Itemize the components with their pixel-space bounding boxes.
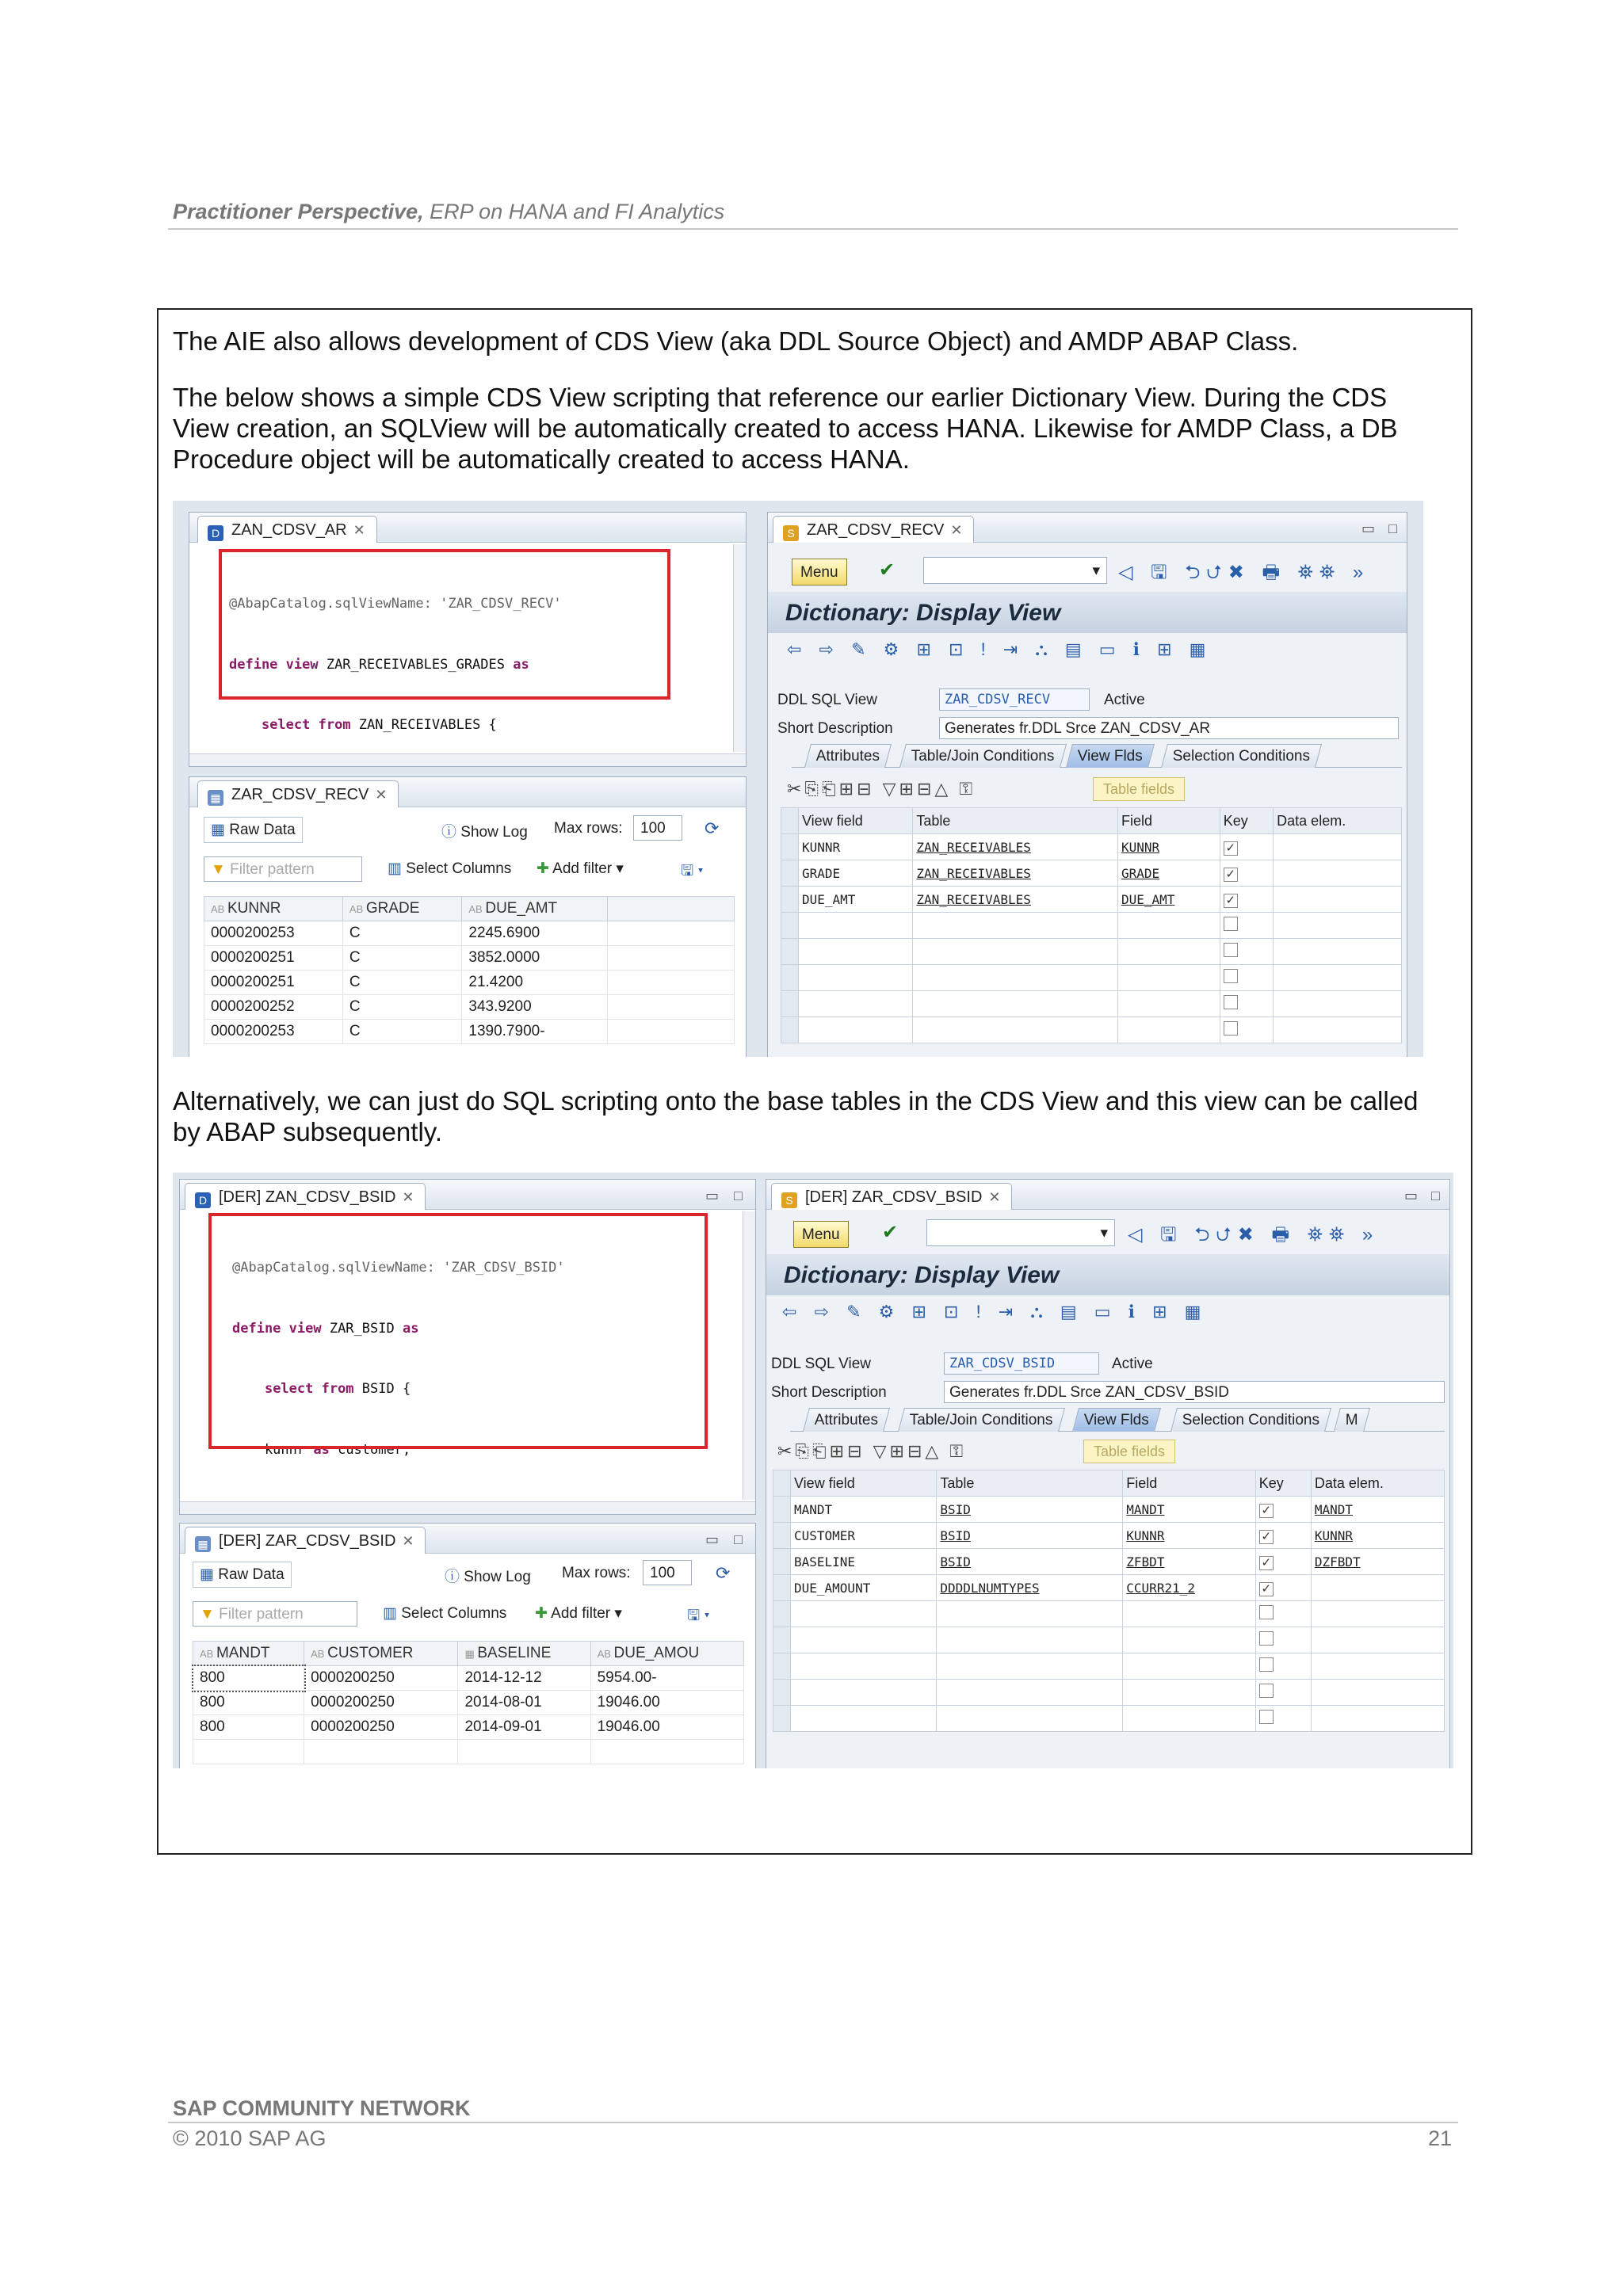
data-preview-pane	[179, 1523, 756, 1768]
show-log-button[interactable]	[441, 820, 528, 841]
tab-table-join-conditions[interactable]: Table/Join Conditions	[898, 1408, 1065, 1432]
editor-tab[interactable]	[197, 516, 377, 543]
column-header: Data elem.	[1274, 808, 1402, 834]
view-fields-table	[773, 1470, 1445, 1732]
status-label: Active	[1104, 692, 1145, 708]
dictionary-pane	[766, 1179, 1450, 1768]
column-header: Field	[1117, 808, 1220, 834]
key-checkbox[interactable]: ✓	[1224, 868, 1238, 882]
table-toolbar-icons[interactable]: ✂⎘⎗⊞⊟ ▽⊞⊟△ ⚿	[787, 779, 976, 799]
table-row[interactable]: GRADE ZAN_RECEIVABLES GRADE ✓	[781, 860, 1402, 887]
header-bold: Practitioner Perspective,	[173, 200, 424, 223]
dictionary-tabbar	[766, 1180, 1449, 1210]
max-rows-label: Max rows:	[562, 1565, 631, 1581]
table-row[interactable]: MANDT BSID MANDT ✓ MANDT	[773, 1497, 1445, 1523]
dictionary-tabbar	[768, 513, 1407, 543]
data-preview-tab[interactable]	[185, 1527, 426, 1554]
highlight-box	[219, 549, 670, 700]
command-field[interactable]: ▾	[926, 1219, 1115, 1246]
editor-pane	[189, 512, 747, 767]
minimize-icon[interactable]: ▭	[705, 1188, 719, 1203]
table-row[interactable]	[781, 1017, 1402, 1043]
max-rows-input[interactable]: 100	[633, 815, 682, 841]
key-checkbox[interactable]	[1259, 1631, 1274, 1646]
funnel-icon: ▼	[211, 861, 231, 878]
screenshot-2	[173, 1173, 1453, 1768]
table-fields-button[interactable]: Table fields	[1083, 1440, 1175, 1463]
add-filter-label: Add filter	[551, 1605, 611, 1622]
column-header[interactable]: AB DUE_AMOU	[590, 1642, 743, 1666]
data-preview-tab[interactable]	[197, 780, 399, 807]
filter-pattern-input[interactable]	[204, 856, 362, 882]
table-row[interactable]: KUNNR ZAN_RECEIVABLES KUNNR ✓	[781, 834, 1402, 860]
view-subtabs	[790, 1408, 1445, 1432]
key-checkbox[interactable]	[1224, 969, 1238, 983]
tab-more[interactable]: M	[1334, 1408, 1370, 1432]
tab-view-fields[interactable]: View Flds	[1072, 1408, 1161, 1432]
editor-pane	[179, 1179, 756, 1515]
editor-tab-label: ZAN_CDSV_AR	[231, 521, 347, 539]
table-row[interactable]	[773, 1627, 1445, 1653]
vertical-scrollbar[interactable]	[743, 1211, 755, 1500]
table-row[interactable]	[781, 913, 1402, 939]
highlight-box	[208, 1213, 708, 1449]
column-header: Table	[937, 1470, 1123, 1497]
data-preview-tabbar	[180, 1524, 755, 1554]
status-label: Active	[1112, 1356, 1153, 1372]
column-header: Key	[1220, 808, 1273, 834]
column-header: Key	[1255, 1470, 1311, 1497]
column-header: View field	[799, 808, 913, 834]
table-header-row	[781, 808, 1402, 834]
columns-icon: ▥	[388, 860, 407, 877]
application-toolbar-icons[interactable]: ⇦ ⇨ ✎ ⚙ ⊞ ⊡ ! ⇥ ⛬ ▤ ▭ ℹ ⊞ ▦	[782, 1302, 1208, 1322]
page-number: 21	[1428, 2126, 1453, 2150]
maximize-icon[interactable]: □	[1388, 521, 1397, 536]
cds-description-paragraph: The below shows a simple CDS View scripting that reference our earlier Dictionary View. During the CDS View creation, an SQLView will be automatically created to access HANA. Likewise for AMDP Class, a DB Procedure object will be automatically created to access HANA.	[173, 383, 1398, 474]
table-row[interactable]: 0000200252 C 343.9200	[204, 995, 735, 1020]
table-header-row	[204, 897, 735, 921]
short-description-field[interactable]: Generates fr.DDL Srce ZAN_CDSV_AR	[939, 717, 1399, 739]
short-description-field[interactable]: Generates fr.DDL Srce ZAN_CDSV_BSID	[944, 1381, 1445, 1403]
table-row[interactable]: 800 0000200250 2014-08-01 19046.00	[193, 1691, 744, 1715]
maximize-icon[interactable]: □	[734, 1531, 743, 1547]
close-icon[interactable]: ✕	[402, 1533, 414, 1549]
add-filter-icon: ✚	[537, 860, 553, 877]
save-icon[interactable]: 🖫 ▾	[681, 863, 704, 879]
filter-placeholder: Filter pattern	[230, 861, 315, 878]
key-checkbox[interactable]	[1224, 995, 1238, 1009]
close-icon[interactable]: ✕	[988, 1189, 1001, 1205]
table-row[interactable]: DUE_AMT ZAN_RECEIVABLES DUE_AMT ✓	[781, 887, 1402, 913]
funnel-icon: ▼	[200, 1606, 220, 1623]
menu-button[interactable]: Menu	[793, 1221, 849, 1248]
ddl-source-icon: D	[208, 525, 223, 541]
horizontal-scrollbar[interactable]	[180, 1501, 755, 1514]
toolbar-icons[interactable]: ◁ 🖫 ⮌⮍✖ 🖶 ⛯⛯ »	[1128, 1224, 1380, 1245]
code-line: kunnr as customer,	[232, 1441, 411, 1458]
tab-selection-conditions[interactable]: Selection Conditions	[1170, 1408, 1331, 1432]
key-checkbox[interactable]	[1259, 1657, 1274, 1672]
column-header: Data elem.	[1311, 1470, 1444, 1497]
header-rest: ERP on HANA and FI Analytics	[423, 200, 725, 223]
footer-copyright: © 2010 SAP AG	[173, 2126, 327, 2150]
tab-attributes[interactable]: Attributes	[803, 1408, 890, 1432]
data-preview-table	[193, 1641, 744, 1764]
table-icon: ▦	[200, 1566, 219, 1583]
ddl-sql-view-field[interactable]: ZAR_CDSV_RECV	[939, 688, 1090, 711]
table-fields-button[interactable]: Table fields	[1093, 777, 1185, 801]
add-filter-icon: ✚	[535, 1605, 552, 1622]
add-filter-label: Add filter	[552, 860, 613, 877]
filter-placeholder: Filter pattern	[219, 1606, 304, 1623]
table-row[interactable]: 0000200251 C 21.4200	[204, 971, 735, 995]
key-checkbox[interactable]: ✓	[1259, 1556, 1274, 1570]
table-row[interactable]: BASELINE BSID ZFBDT ✓ DZFBDT	[773, 1549, 1445, 1575]
table-row[interactable]: 800 0000200250 2014-09-01 19046.00	[193, 1715, 744, 1740]
raw-data-label: Raw Data	[218, 1566, 285, 1583]
code-line: select from ZAN_RECEIVABLES {	[261, 717, 497, 733]
intro-paragraph: The AIE also allows development of CDS View (aka DDL Source Object) and AMDP ABAP Class.	[173, 326, 1299, 356]
column-header[interactable]: AB DUE_AMT	[462, 897, 608, 921]
table-row[interactable]	[781, 991, 1402, 1017]
table-row[interactable]: 0000200253 C 1390.7900-	[204, 1020, 735, 1044]
editor-tabbar	[180, 1180, 755, 1210]
key-checkbox[interactable]: ✓	[1259, 1504, 1274, 1518]
column-header[interactable]: AB KUNNR	[204, 897, 343, 921]
check-icon[interactable]: ✔	[882, 1222, 905, 1243]
minimize-icon[interactable]: ▭	[705, 1531, 719, 1547]
select-columns-button[interactable]	[388, 860, 511, 878]
raw-data-label: Raw Data	[229, 822, 296, 838]
dictionary-tab[interactable]	[771, 1183, 1012, 1210]
key-checkbox[interactable]	[1224, 1021, 1238, 1035]
show-log-button[interactable]	[445, 1565, 531, 1586]
code-line: @AbapCatalog.sqlViewName: 'ZAR_CDSV_BSID'	[232, 1260, 565, 1276]
key-checkbox[interactable]	[1259, 1605, 1274, 1619]
table-icon: ▦	[211, 822, 230, 838]
table-row[interactable]	[193, 1740, 744, 1764]
key-checkbox[interactable]	[1224, 917, 1238, 931]
table-row[interactable]: 0000200253 C 2245.6900	[204, 921, 735, 946]
data-preview-icon: ▦	[195, 1536, 211, 1552]
dictionary-title: Dictionary: Display View	[766, 1254, 1449, 1295]
table-toolbar-icons[interactable]: ✂⎘⎗⊞⊟ ▽⊞⊟△ ⚿	[777, 1441, 967, 1461]
dictionary-tab[interactable]	[773, 516, 974, 543]
info-icon: ⓘ	[445, 1569, 464, 1585]
select-columns-label: Select Columns	[406, 860, 512, 877]
screenshot-1	[173, 501, 1423, 1057]
table-row[interactable]	[773, 1706, 1445, 1732]
sap-gui-icon: S	[783, 525, 799, 541]
data-preview-tab-label: ZAR_CDSV_RECV	[231, 786, 369, 803]
select-columns-label: Select Columns	[401, 1605, 507, 1622]
column-header: Field	[1123, 1470, 1256, 1497]
data-preview-pane	[189, 776, 747, 1057]
editor-tab-label: [DER] ZAN_CDSV_BSID	[219, 1188, 396, 1206]
column-header[interactable]: AB CUSTOMER	[304, 1642, 458, 1666]
table-row[interactable]: 800 0000200250 2014-12-12 5954.00-	[193, 1666, 744, 1691]
tab-selection-conditions[interactable]: Selection Conditions	[1161, 744, 1322, 768]
toolbar-icons[interactable]: ◁ 🖫 ⮌⮍✖ 🖶 ⛯⛯ »	[1118, 562, 1370, 583]
data-preview-icon: ▦	[208, 790, 223, 806]
add-filter-button[interactable]: ✚ Add filter ▾	[535, 1605, 622, 1622]
check-icon[interactable]: ✔	[879, 559, 902, 581]
refresh-icon[interactable]: ⟳	[716, 1563, 731, 1583]
tab-attributes[interactable]: Attributes	[804, 744, 892, 768]
close-icon[interactable]: ✕	[950, 522, 963, 538]
command-field[interactable]: ▾	[923, 557, 1107, 584]
show-log-label: Show Log	[464, 1569, 531, 1585]
table-row[interactable]: 0000200251 C 3852.0000	[204, 946, 735, 971]
view-subtabs	[792, 744, 1402, 768]
ddl-sql-view-field[interactable]: ZAR_CDSV_BSID	[944, 1352, 1099, 1375]
key-checkbox[interactable]: ✓	[1259, 1582, 1274, 1596]
refresh-icon[interactable]: ⟳	[705, 818, 720, 838]
close-icon[interactable]: ✕	[375, 787, 388, 803]
column-header: Table	[913, 808, 1118, 834]
sap-gui-icon: S	[781, 1192, 797, 1208]
vertical-scrollbar[interactable]	[733, 544, 746, 752]
tab-table-join-conditions[interactable]: Table/Join Conditions	[899, 744, 1067, 768]
data-preview-table	[204, 896, 735, 1044]
table-header-row	[193, 1642, 744, 1666]
ddl-sql-view-label: DDL SQL View	[771, 1356, 872, 1372]
footer-rule	[168, 2122, 1458, 2123]
table-row[interactable]	[781, 965, 1402, 991]
short-description-label: Short Description	[771, 1384, 887, 1401]
ddl-source-icon: D	[195, 1192, 211, 1208]
menu-button[interactable]: Menu	[792, 559, 847, 585]
column-header[interactable]: AB MANDT	[193, 1642, 304, 1666]
table-row[interactable]	[773, 1601, 1445, 1627]
maximize-icon[interactable]: □	[1431, 1188, 1440, 1203]
key-checkbox[interactable]	[1224, 943, 1238, 957]
code-line: select from BSID {	[264, 1381, 411, 1397]
alternative-paragraph: Alternatively, we can just do SQL scripting onto the base tables in the CDS View and this view can be called by ABAP subsequently.	[173, 1086, 1419, 1146]
key-checkbox[interactable]: ✓	[1224, 841, 1238, 856]
code-line: define view ZAR_RECEIVABLES_GRADES as	[229, 656, 529, 673]
minimize-icon[interactable]: ▭	[1361, 521, 1375, 536]
add-filter-button[interactable]: ✚ Add filter ▾	[537, 860, 624, 877]
view-fields-table	[781, 807, 1402, 1043]
maximize-icon[interactable]: □	[734, 1188, 743, 1203]
table-header-row	[773, 1470, 1445, 1497]
code-line: define view ZAR_BSID as	[232, 1320, 419, 1337]
save-icon[interactable]: 🖫 ▾	[687, 1608, 710, 1624]
info-icon: ⓘ	[441, 824, 461, 841]
max-rows-input[interactable]: 100	[643, 1560, 692, 1585]
application-toolbar-icons[interactable]: ⇦ ⇨ ✎ ⚙ ⊞ ⊡ ! ⇥ ⛬ ▤ ▭ ℹ ⊞ ▦	[787, 639, 1212, 659]
dictionary-pane	[767, 512, 1407, 1057]
key-checkbox[interactable]: ✓	[1224, 894, 1238, 908]
raw-data-tab[interactable]	[193, 1562, 292, 1588]
code-line: @AbapCatalog.sqlViewName: 'ZAR_CDSV_RECV'	[229, 596, 562, 612]
column-header: View field	[791, 1470, 937, 1497]
key-checkbox[interactable]: ✓	[1259, 1530, 1274, 1544]
table-row[interactable]	[781, 939, 1402, 965]
dictionary-title: Dictionary: Display View	[768, 592, 1407, 633]
minimize-icon[interactable]: ▭	[1403, 1188, 1418, 1203]
editor-tab[interactable]	[185, 1183, 426, 1210]
horizontal-scrollbar[interactable]	[189, 753, 746, 766]
table-row[interactable]: CUSTOMER BSID KUNNR ✓ KUNNR	[773, 1523, 1445, 1549]
close-icon[interactable]: ✕	[353, 522, 365, 538]
running-header	[173, 200, 724, 224]
data-preview-tab-label: [DER] ZAR_CDSV_BSID	[219, 1532, 396, 1550]
footer-network: SAP COMMUNITY NETWORK	[173, 2096, 471, 2120]
table-row[interactable]: DUE_AMOUNT DDDDLNUMTYPES CCURR21_2 ✓	[773, 1575, 1445, 1601]
key-checkbox[interactable]	[1259, 1710, 1274, 1724]
columns-icon: ▥	[383, 1605, 402, 1622]
short-description-label: Short Description	[777, 720, 893, 737]
column-header[interactable]: ▦ BASELINE	[458, 1642, 590, 1666]
select-columns-button[interactable]	[383, 1604, 506, 1623]
dictionary-tab-label: [DER] ZAR_CDSV_BSID	[805, 1188, 983, 1206]
header-rule	[168, 228, 1458, 230]
tab-view-fields[interactable]: View Flds	[1066, 744, 1155, 768]
filter-pattern-input[interactable]	[193, 1601, 357, 1627]
ddl-sql-view-label: DDL SQL View	[777, 692, 878, 708]
key-checkbox[interactable]	[1259, 1684, 1274, 1698]
dictionary-tab-label: ZAR_CDSV_RECV	[807, 521, 945, 539]
data-preview-tabbar	[189, 777, 746, 807]
max-rows-label: Max rows:	[554, 820, 623, 837]
table-row[interactable]	[773, 1653, 1445, 1680]
column-header[interactable]: AB GRADE	[342, 897, 461, 921]
editor-tabbar	[189, 513, 746, 543]
table-row[interactable]	[773, 1680, 1445, 1706]
raw-data-tab[interactable]	[204, 817, 303, 843]
column-header-filler	[608, 897, 735, 921]
show-log-label: Show Log	[460, 824, 528, 841]
close-icon[interactable]: ✕	[402, 1189, 414, 1205]
